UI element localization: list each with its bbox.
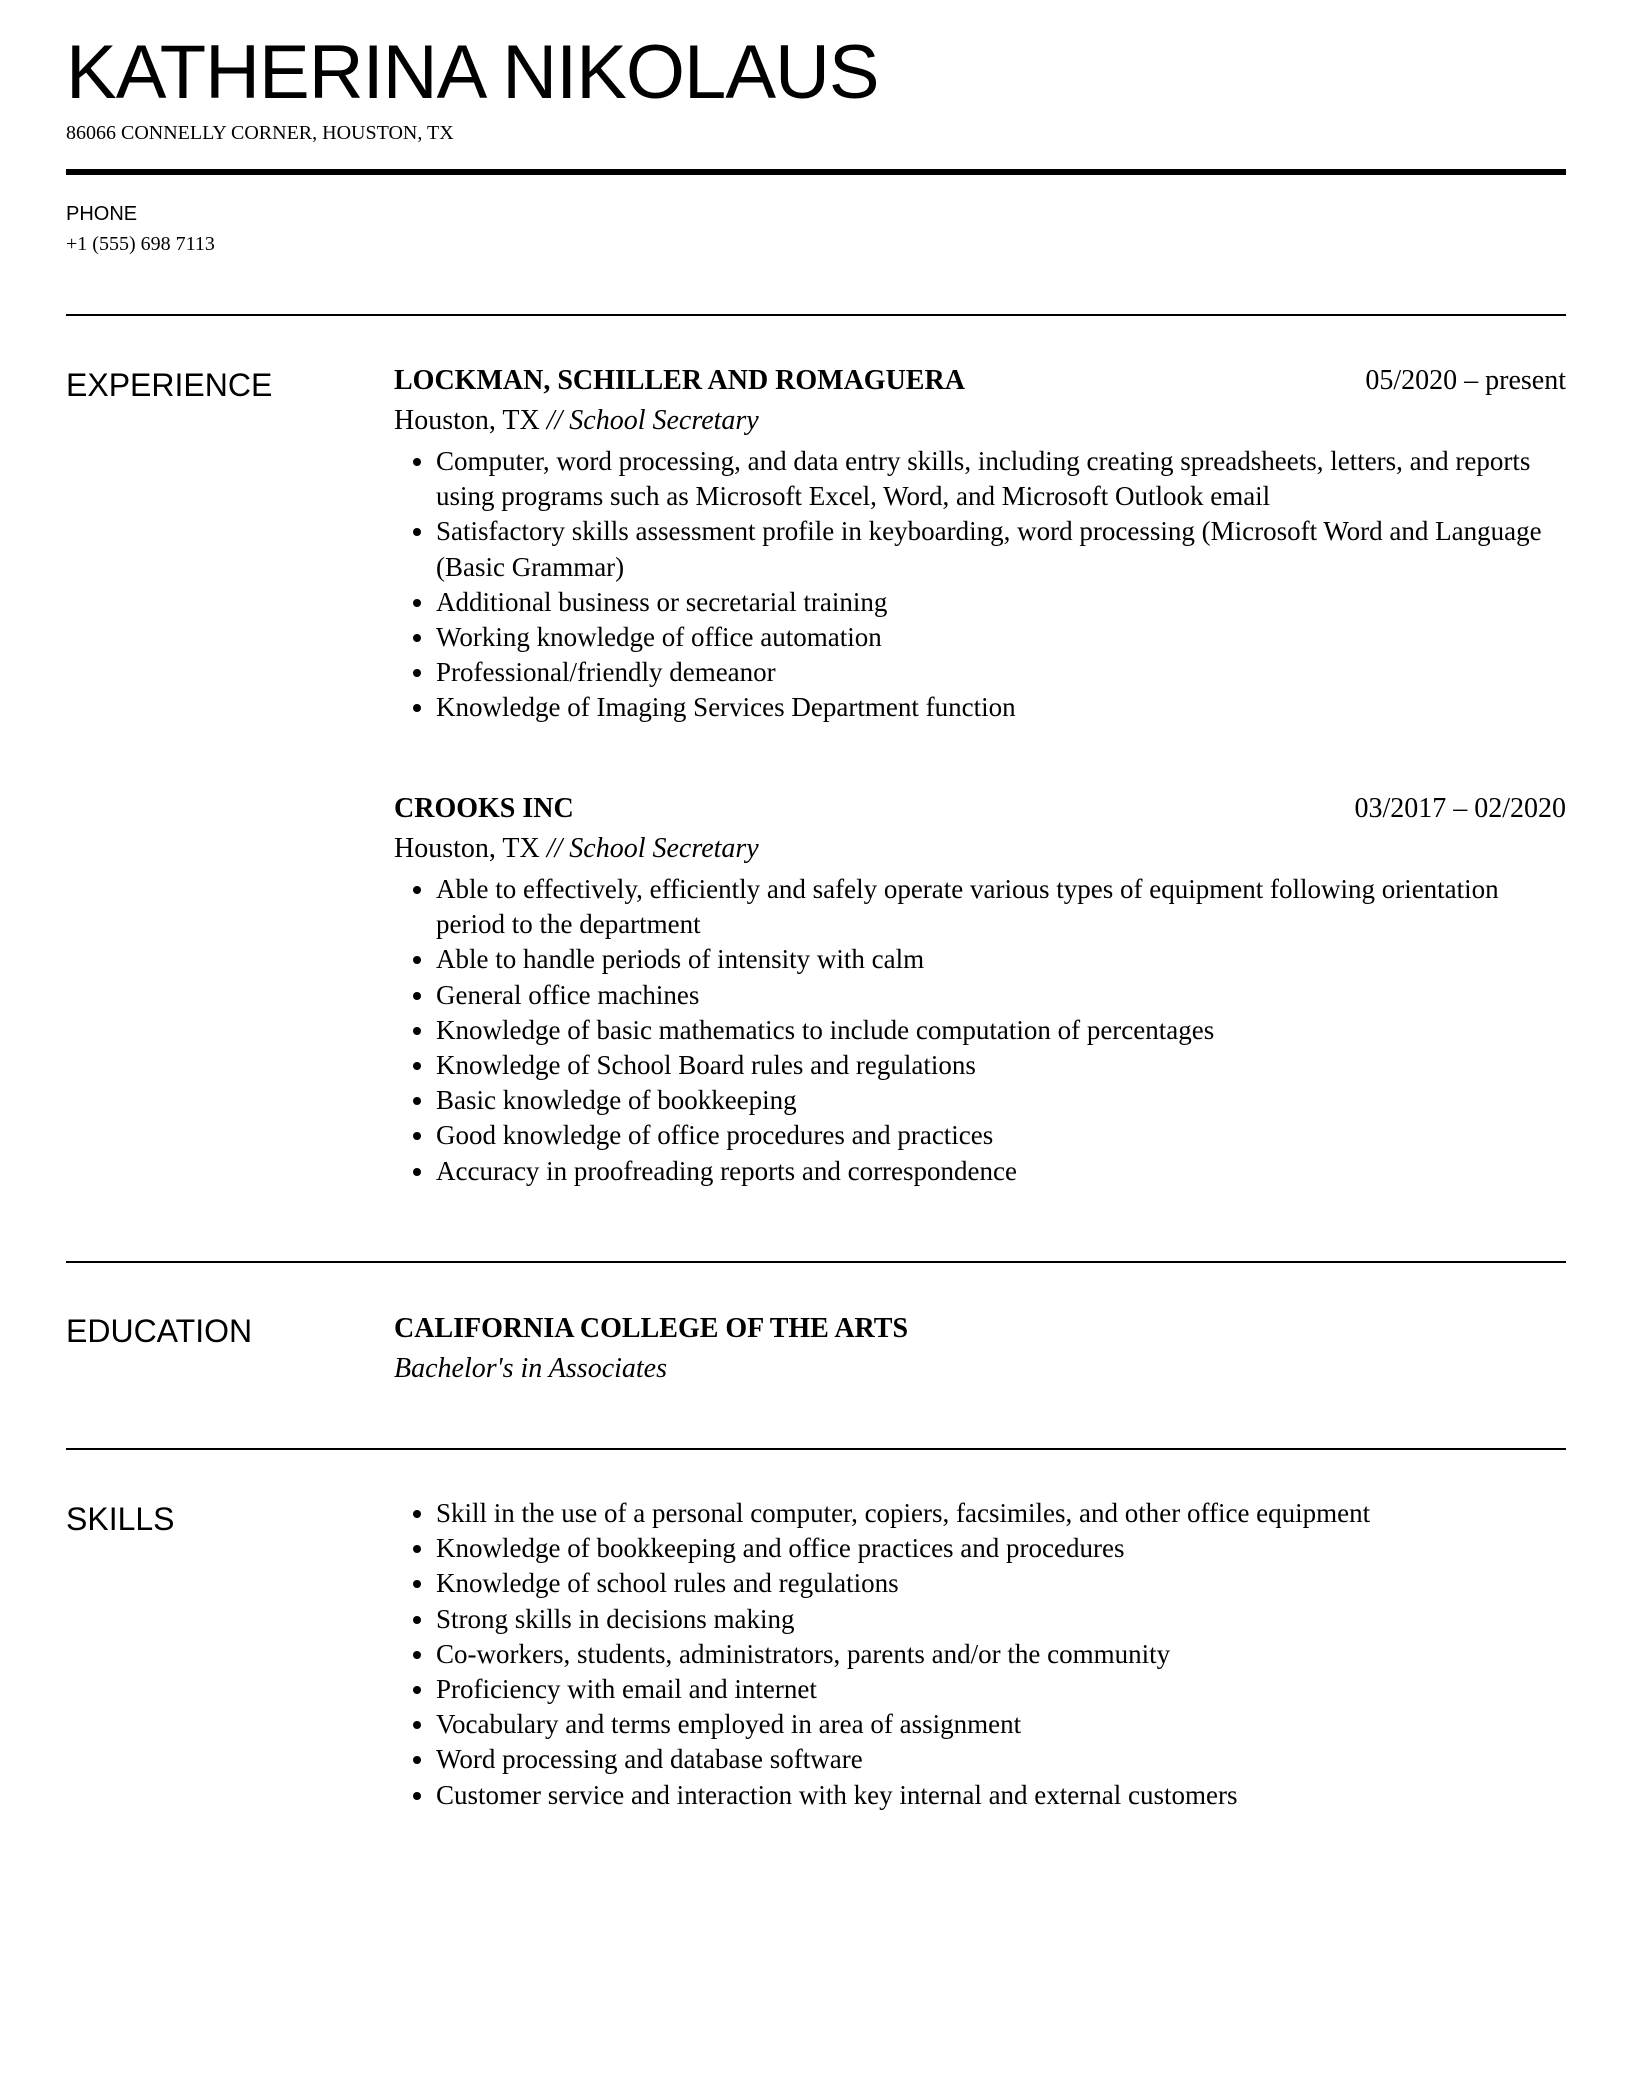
job-company: CROOKS INC	[394, 793, 574, 824]
list-item: • Satisfactory skills assessment profile in keyboarding, word processing (Microsoft Word and Language (Basic Grammar)	[436, 514, 1566, 584]
list-item: • Strong skills in decisions making	[436, 1602, 1566, 1637]
list-item: • Knowledge of Imaging Services Department function	[436, 690, 1566, 725]
education-entry	[394, 1309, 1566, 1389]
job-subline	[394, 401, 1566, 441]
list-item: • Accuracy in proofreading reports and correspondence	[436, 1154, 1566, 1189]
job-role: School Secretary	[569, 833, 759, 864]
list-item: • Professional/friendly demeanor	[436, 655, 1566, 690]
job-entry	[394, 789, 1566, 1189]
list-item: • Working knowledge of office automation	[436, 620, 1566, 655]
school-name: CALIFORNIA COLLEGE OF THE ARTS	[394, 1313, 909, 1344]
list-item: • Proficiency with email and internet	[436, 1672, 1566, 1707]
section-divider	[66, 1448, 1566, 1450]
list-item: • Vocabulary and terms employed in area of assignment	[436, 1707, 1566, 1742]
phone-label: PHONE	[66, 203, 138, 225]
job-separator: //	[539, 833, 570, 864]
section-divider	[66, 1261, 1566, 1263]
list-item: • Basic knowledge of bookkeeping	[436, 1083, 1566, 1118]
job-dates: 05/2020 – present	[1365, 365, 1566, 396]
job-subline	[394, 829, 1566, 869]
candidate-name: KATHERINA NIKOLAUS	[66, 30, 879, 115]
list-item: • Knowledge of bookkeeping and office practices and procedures	[436, 1531, 1566, 1566]
phone-value: +1 (555) 698 7113	[66, 233, 215, 255]
list-item: • General office machines	[436, 978, 1566, 1013]
job-separator: //	[539, 405, 570, 436]
education-heading: EDUCATION	[66, 1313, 253, 1349]
list-item: • Knowledge of basic mathematics to include computation of percentages	[436, 1013, 1566, 1048]
section-divider	[66, 314, 1566, 316]
list-item: • Good knowledge of office procedures and practices	[436, 1118, 1566, 1153]
job-bullets	[394, 444, 1566, 726]
experience-heading: EXPERIENCE	[66, 367, 273, 403]
job-dates: 03/2017 – 02/2020	[1354, 793, 1566, 824]
list-item: • Word processing and database software	[436, 1742, 1566, 1777]
header-divider	[66, 169, 1566, 175]
job-entry	[394, 361, 1566, 726]
skills-heading: SKILLS	[66, 1501, 175, 1537]
candidate-address: 86066 CONNELLY CORNER, HOUSTON, TX	[66, 122, 454, 144]
job-location: Houston, TX	[394, 833, 540, 864]
list-item: • Knowledge of school rules and regulations	[436, 1566, 1566, 1601]
job-role: School Secretary	[569, 405, 759, 436]
list-item: • Additional business or secretarial training	[436, 585, 1566, 620]
job-company: LOCKMAN, SCHILLER AND ROMAGUERA	[394, 365, 965, 396]
job-location: Houston, TX	[394, 405, 540, 436]
list-item: • Customer service and interaction with key internal and external customers	[436, 1778, 1566, 1813]
list-item: • Able to handle periods of intensity with calm	[436, 942, 1566, 977]
education-header	[394, 1309, 1566, 1349]
list-item: • Computer, word processing, and data entry skills, including creating spreadsheets, letters, and reports using programs such as Microsoft Excel, Word, and Microsoft Outlook email	[436, 444, 1566, 514]
list-item: • Able to effectively, efficiently and safely operate various types of equipment following orientation period to the department	[436, 872, 1566, 942]
list-item: • Skill in the use of a personal computer, copiers, facsimiles, and other office equipment	[436, 1496, 1566, 1531]
list-item: • Knowledge of School Board rules and regulations	[436, 1048, 1566, 1083]
skills-list	[394, 1496, 1566, 1813]
job-header	[394, 789, 1566, 829]
skills-entry	[394, 1496, 1566, 1813]
list-item: • Co-workers, students, administrators, parents and/or the community	[436, 1637, 1566, 1672]
degree: Bachelor's in Associates	[394, 1353, 667, 1384]
job-header	[394, 361, 1566, 401]
job-bullets	[394, 872, 1566, 1189]
